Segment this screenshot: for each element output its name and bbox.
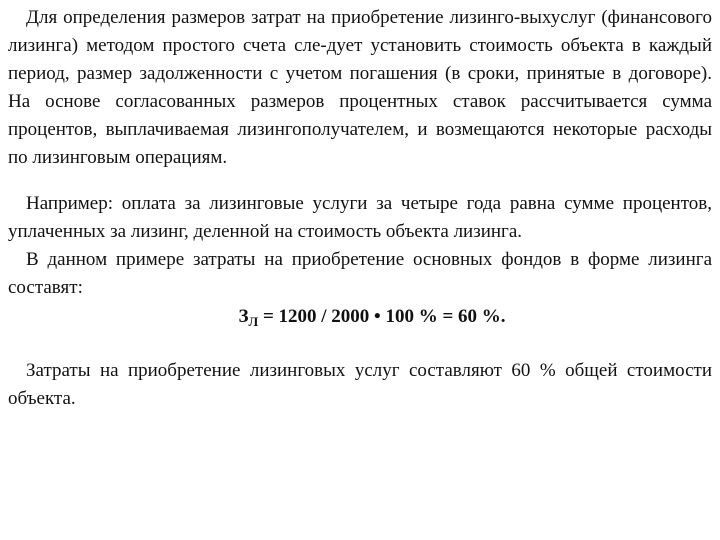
formula-expression: = 1200 / 2000 • 100 % = 60 %.	[258, 306, 506, 327]
paragraph-example-costs: В данном примере затраты на приобретение основных фондов в форме лизинга составят:	[8, 249, 712, 298]
formula-symbol: З	[238, 306, 249, 327]
paragraph-conclusion: Затраты на приобретение лизинговых услуг составляют 60 % общей стоимости объекта.	[8, 360, 712, 409]
formula-leasing-costs	[8, 302, 712, 337]
formula-subscript: Л	[248, 314, 259, 329]
paragraph-leasing-costs-method: Для определения размеров затрат на приобретение лизинго-выхуслуг (финансового лизинга) методом простого счета сле-дует установить стоимость объекта в каждый период, размер задолженности с учетом погашения (в сроки, принятые в договоре). На основе согласованных размеров процентных ставок рассчитывается сумма процентов, выплачиваемая лизингополучателем, и возмещаются некоторые расходы по лизинговым операциям.	[8, 7, 712, 168]
paragraph-example: Например: оплата за лизинговые услуги за четыре года равна сумме процентов, уплаченных за лизинг, деленной на стоимость объекта лизинга.	[8, 193, 712, 242]
document-page	[8, 4, 712, 413]
